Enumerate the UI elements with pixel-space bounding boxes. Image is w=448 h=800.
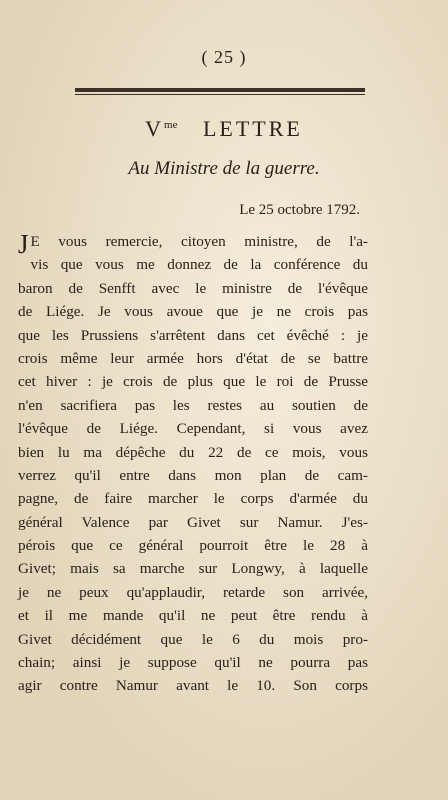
body-line: chain; ainsi je suppose qu'il ne pourra pas — [18, 654, 368, 672]
body-line: je ne peux qu'applaudir, retarde son arrivée, — [18, 583, 368, 601]
body-line: Givet; mais sa marche sur Longwy, à laquelle — [18, 560, 368, 578]
body-line: pérois que ce général pourroit être le 28 à — [18, 537, 368, 555]
body-line: pagne, de faire marcher le corps d'armée du — [18, 490, 368, 508]
recipient-line: Au Ministre de la guerre. — [128, 158, 320, 179]
body-line — [18, 229, 368, 259]
letter-heading — [0, 116, 448, 142]
body-line: vis que vous me donnez de la conférence du — [30, 256, 368, 274]
body-line: cet hiver : je crois de plus que le roi de Prusse — [18, 373, 368, 391]
body-line: bien lu ma dépêche du 22 de ce mois, vous — [18, 443, 368, 461]
body-line: général Valence par Givet sur Namur. J'es- — [18, 513, 368, 531]
body-line: verrez qu'il entre dans mon plan de cam- — [18, 466, 368, 484]
letter-number: V — [145, 116, 165, 141]
body-line: de Liége. Je vous avoue que je ne crois pas — [18, 303, 368, 321]
body-line: que les Prussiens s'arrêtent dans cet évêché : je — [18, 326, 368, 344]
first-line-text: E vous remercie, citoyen ministre, de l'a- — [30, 233, 368, 250]
drop-cap: J — [18, 229, 29, 259]
header-rule-thin — [75, 94, 365, 95]
body-line: crois même leur armée hors d'état de se battre — [18, 349, 368, 367]
body-line: n'en sacrifiera pas les restes au soutien de — [18, 396, 368, 414]
dateline: Le 25 octobre 1792. — [239, 202, 360, 218]
letter-body — [18, 230, 368, 698]
body-line: et il me mande qu'il ne peut être rendu à — [18, 607, 368, 625]
body-line: l'évêque de Liége. Cependant, si vous avez — [18, 420, 368, 438]
body-line: Givet décidément que le 6 du mois pro- — [18, 630, 368, 648]
header-rule-thick — [75, 88, 365, 92]
letter-number-superscript: me — [164, 119, 178, 131]
body-line: baron de Senfft avec le ministre de l'évêque — [18, 279, 368, 297]
letter-title: LETTRE — [202, 116, 303, 141]
page-number: ( 25 ) — [201, 47, 247, 67]
body-line: agir contre Namur avant le 10. Son corps — [18, 677, 368, 695]
